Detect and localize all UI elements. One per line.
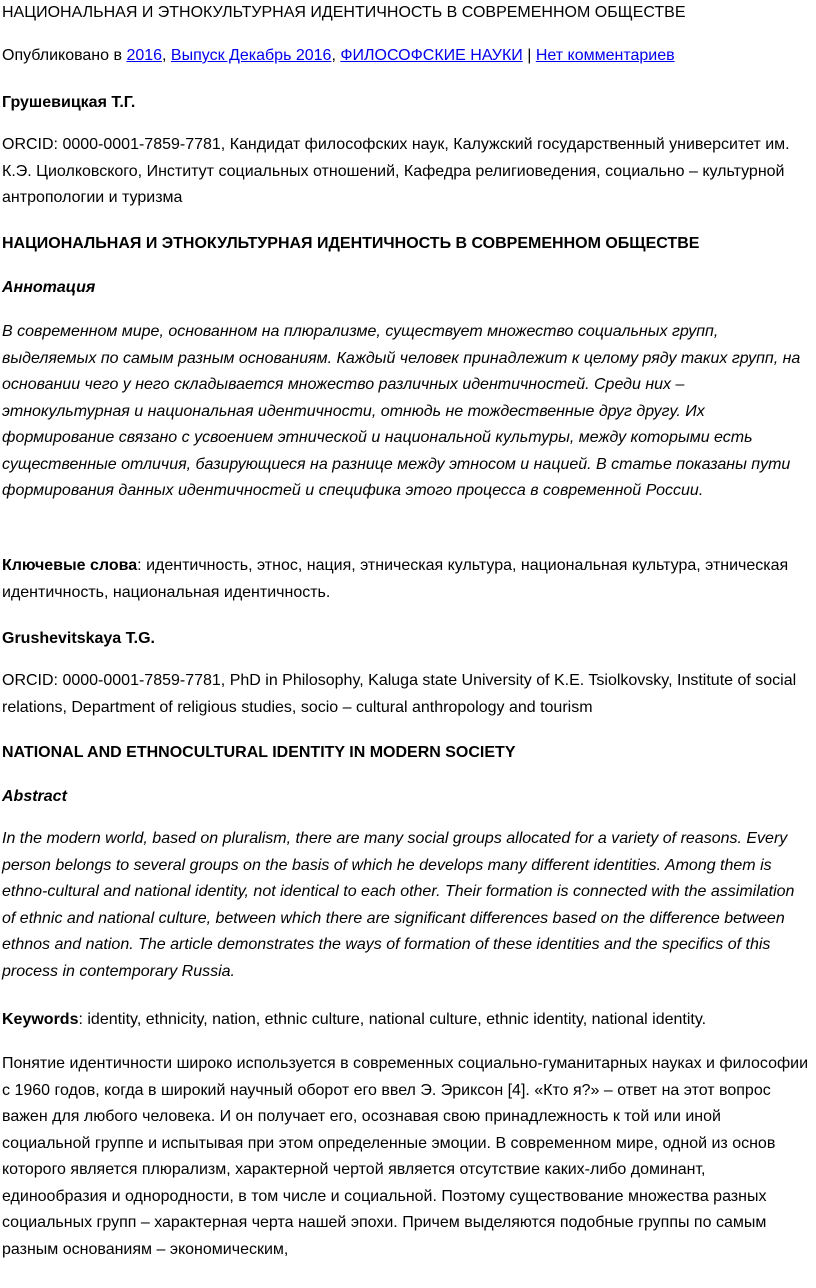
keywords-text-ru: : идентичность, этнос, нация, этническая культура, национальная культура, этническая идентичность, национальная идентичность. (2, 557, 789, 601)
article-title: НАЦИОНАЛЬНАЯ И ЭТНОКУЛЬТУРНАЯ ИДЕНТИЧНОСТЬ В СОВРЕМЕННОМ ОБЩЕСТВЕ (2, 4, 686, 21)
issue-link[interactable]: Выпуск Декабрь 2016 (170, 47, 332, 64)
keywords-ru (2, 553, 812, 606)
abstract-en: In the modern world, based on pluralism, there are many social groups allocated for a variety of reasons. Every person belongs to several groups on the basis of which he develops many different identities. Among them is ethno-cultural and national identity, not identical to each other. Their formation is connected with the assimilation of ethnic and national culture, between which there are significant differences based on the difference between ethnos and nation. The article demonstrates the ways of formation of these identities and the specifics of this process in contemporary Russia. (2, 830, 795, 980)
separator: | (522, 47, 536, 64)
separator: , (331, 47, 341, 64)
published-prefix: Опубликовано в (2, 47, 127, 64)
affiliation-ru: ORCID: 0000-0001-7859-7781, Кандидат философских наук, Калужский государственный университет им. К.Э. Циолковского, Институт социальных отношений, Кафедра религиоведения, социально – культурной антропологии и туризма (2, 136, 790, 206)
author-en: Grushevitskaya T.G. (2, 630, 155, 647)
keywords-en (2, 1007, 812, 1034)
abstract-ru: В современном мире, основанном на плюрализме, существует множество социальных групп, выделяемых по самым разным основаниям. Каждый человек принадлежит к целому ряду таких групп, на основании чего у него складывается множество различных идентичностей. Среди них – этнокультурная и национальная идентичности, отнюдь не тождественные друг другу. Их формирование связано с усвоением этнической и национальной культуры, между которыми есть существенные отличия, базирующиеся на разнице между этносом и нацией. В статье показаны пути формирования данных идентичностей и специфика этого процесса в современной России. (2, 323, 801, 499)
keywords-label-en: Keywords (2, 1011, 79, 1028)
heading-en: NATIONAL AND ETHNOCULTURAL IDENTITY IN MODERN SOCIETY (2, 744, 516, 761)
comments-link[interactable]: Нет комментариев (535, 47, 675, 64)
abstract-label-en: Abstract (2, 788, 67, 805)
abstract-label-ru: Аннотация (2, 279, 96, 296)
heading-ru: НАЦИОНАЛЬНАЯ И ЭТНОКУЛЬТУРНАЯ ИДЕНТИЧНОСТЬ В СОВРЕМЕННОМ ОБЩЕСТВЕ (2, 235, 700, 252)
affiliation-en: ORCID: 0000-0001-7859-7781, PhD in Philosophy, Kaluga state University of K.E. Tsiolkovsky, Institute of social relations, Department of religious studies, socio – cultural anthropology and tourism (2, 672, 797, 716)
section-link[interactable]: ФИЛОСОФСКИЕ НАУКИ (340, 47, 523, 64)
body-paragraph: Понятие идентичности широко используется в современных социально-гуманитарных науках и философии с 1960 годов, когда в широкий научный оборот его ввел Э. Эриксон [4]. «Кто я?» – ответ на этот вопрос важен для любого человека. И он получает его, осознавая свою принадлежность к той или иной социальной группе и испытывая при этом определенные эмоции. В современном мире, одной из основ которого является плюрализм, характерной чертой является отсутствие каких-либо доминант, единообразия и однородности, в том числе и социальной. Поэтому существование множества разных социальных групп – характерная черта нашей эпохи. Причем выделяются подобные группы по самым разным основаниям – экономическим, (2, 1055, 809, 1258)
keywords-text-en: : identity, ethnicity, nation, ethnic culture, national culture, ethnic identity, national identity. (78, 1011, 707, 1028)
publication-info (2, 43, 812, 70)
keywords-label-ru: Ключевые слова (2, 557, 138, 574)
year-link[interactable]: 2016 (126, 47, 163, 64)
author-ru: Грушевицкая Т.Г. (2, 94, 136, 111)
separator: , (162, 47, 171, 64)
